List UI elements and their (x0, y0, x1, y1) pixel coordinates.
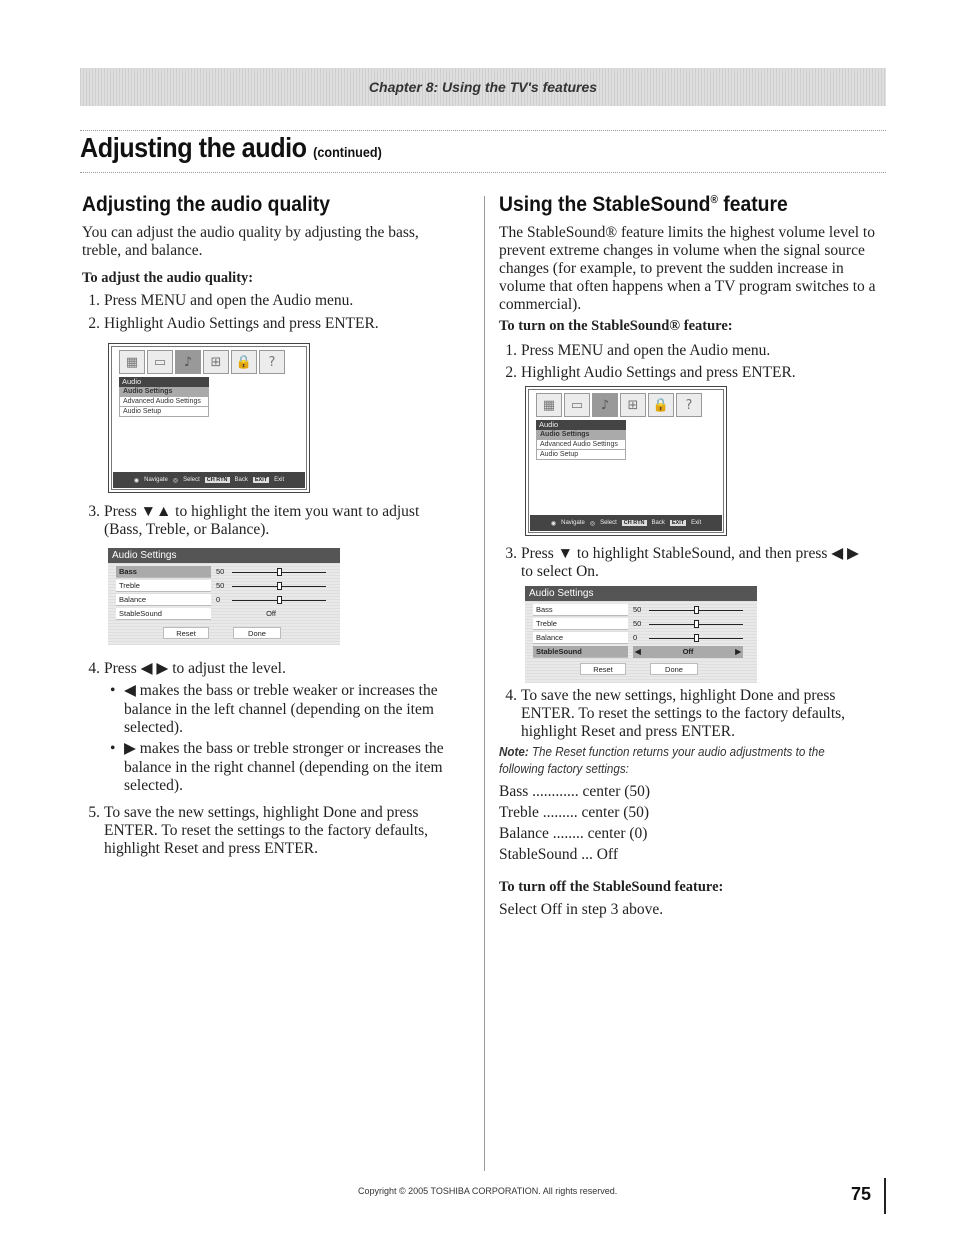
step-text: Press ▼ to highlight StableSound, and then press ◀ ▶ to select On. (521, 545, 859, 580)
audio-settings-panel-right (525, 586, 757, 683)
audio-settings-panel-left (108, 548, 340, 645)
page-number: 75 (851, 1184, 872, 1204)
setting-row-bass (116, 566, 331, 578)
bass-slider (232, 572, 326, 573)
navigate-icon: ◉ (133, 477, 140, 484)
reset-button: Reset (580, 663, 626, 675)
nav-back-key: CH RTN (206, 477, 228, 483)
page-number-rule (884, 1178, 886, 1214)
bass-slider (649, 610, 743, 611)
setting-row-treble (116, 580, 331, 592)
setting-label: Bass (533, 604, 628, 616)
menu-item-audio-setup: Audio Setup (536, 450, 626, 460)
setting-label: Treble (116, 580, 211, 592)
slider-thumb (277, 568, 282, 576)
step-text: To save the new settings, highlight Done and press ENTER. To reset the settings to the factory defaults, highlight Reset and press ENTER. (521, 687, 846, 740)
column-divider (484, 196, 485, 1171)
right-heading (499, 193, 788, 217)
setting-value: 50 (216, 567, 225, 576)
setting-row-balance (116, 594, 331, 606)
page-title-continued: (continued) (313, 144, 382, 160)
setting-label: Treble (533, 618, 628, 630)
right-arrow-icon: ▶ (735, 647, 741, 656)
right-off-text: Select Off in step 3 above. (499, 901, 664, 918)
picture-icon: ▦ (119, 350, 145, 374)
treble-slider (232, 586, 326, 587)
factory-stablesound: StableSound ... Off (499, 846, 618, 863)
nav-back-key: CH RTN (623, 520, 645, 526)
right-intro: The StableSound® feature limits the highest volume level to prevent extreme changes in volume when the signal source changes (for example, to prevent the sudden increase in volume that often happens when a TV program switches to a commercial). (499, 224, 876, 313)
step-number: 2. (88, 315, 100, 332)
setting-row-balance (533, 632, 748, 644)
balance-slider (649, 638, 743, 639)
factory-bass: Bass ............ center (50) (499, 783, 651, 800)
step-number: 4. (505, 687, 517, 704)
step-number: 3. (505, 545, 517, 562)
step-text: Highlight Audio Settings and press ENTER. (521, 364, 796, 381)
audio-icon: ♪ (175, 350, 201, 374)
step-number: 3. (88, 503, 100, 520)
step-number: 2. (505, 364, 517, 381)
panel-title: Audio Settings (525, 586, 757, 601)
balance-slider (232, 600, 326, 601)
left-step-2 (82, 315, 452, 335)
menu-nav-bar (113, 472, 305, 488)
setting-label: Bass (116, 566, 211, 578)
setting-value: Off (682, 647, 694, 656)
bullet-mark: • (110, 740, 116, 757)
menu-icon-bar (119, 350, 285, 374)
left-step-3 (82, 503, 452, 543)
left-step-1 (82, 292, 452, 312)
note-label: Note: (499, 745, 529, 759)
nav-navigate: Navigate (144, 477, 168, 483)
help-icon: ? (676, 393, 702, 417)
reset-note (499, 744, 843, 778)
step-text: Press ▼▲ to highlight the item you want to adjust (Bass, Treble, or Balance). (104, 503, 420, 538)
panel-title: Audio Settings (108, 548, 340, 563)
setting-value: 50 (216, 581, 225, 590)
chapter-banner (80, 68, 886, 106)
slider-thumb (694, 634, 699, 642)
nav-back: Back (234, 477, 248, 483)
step-text: Press ◀ ▶ to adjust the level. (104, 660, 286, 677)
menu-nav-bar (530, 515, 722, 531)
bullet-left (110, 682, 455, 738)
picture-icon: ▦ (536, 393, 562, 417)
done-button: Done (650, 663, 698, 675)
right-subhead-on: To turn on the StableSound® feature: (499, 318, 733, 334)
setting-label: Balance (533, 632, 628, 644)
step-number: 4. (88, 660, 100, 677)
setting-row-bass (533, 604, 748, 616)
right-step-1 (499, 342, 879, 362)
screen-icon: ▭ (147, 350, 173, 374)
rule-top (80, 130, 886, 131)
step-number: 1. (88, 292, 100, 309)
registered-mark: ® (710, 194, 718, 206)
page-title (80, 132, 382, 164)
help-icon: ? (259, 350, 285, 374)
page-title-text: Adjusting the audio (80, 132, 307, 163)
slider-thumb (694, 620, 699, 628)
menu-item-audio-setup: Audio Setup (119, 407, 209, 417)
bullet-right (110, 740, 455, 796)
menu-icon-bar (536, 393, 702, 417)
right-subhead-off: To turn off the StableSound feature: (499, 879, 724, 895)
menu-item-audio-settings: Audio Settings (119, 387, 209, 397)
rule-bottom (80, 172, 886, 173)
slider-thumb (277, 596, 282, 604)
setting-row-stablesound (533, 646, 748, 658)
left-subhead: To adjust the audio quality: (82, 270, 254, 286)
step-text: Highlight Audio Settings and press ENTER. (104, 315, 379, 332)
setting-label: Balance (116, 594, 211, 606)
tv-menu-screenshot-right (525, 386, 727, 536)
factory-balance: Balance ........ center (0) (499, 825, 648, 842)
bullet-text: ▶ makes the bass or treble stronger or increases the balance in the right channel (depending on the item selected). (124, 740, 444, 794)
copyright: Copyright © 2005 TOSHIBA CORPORATION. All rights reserved. (358, 1186, 618, 1196)
right-heading-tail: feature (717, 193, 788, 216)
right-step-3 (499, 545, 879, 585)
setting-label: StableSound (533, 646, 628, 658)
setting-row-stablesound (116, 608, 331, 620)
step-number: 5. (88, 804, 100, 821)
setting-value: 50 (633, 605, 642, 614)
slider-thumb (277, 582, 282, 590)
nav-select: Select (183, 477, 200, 483)
right-step-2 (499, 364, 879, 384)
left-arrow-icon: ◀ (635, 647, 641, 656)
setup-icon: ⊞ (620, 393, 646, 417)
left-intro: You can adjust the audio quality by adjusting the bass, treble, and balance. (82, 224, 419, 259)
select-icon: ◎ (172, 477, 179, 484)
nav-exit: Exit (691, 520, 702, 526)
step-text: Press MENU and open the Audio menu. (521, 342, 771, 359)
menu-item-advanced-audio: Advanced Audio Settings (536, 440, 626, 450)
reset-button: Reset (163, 627, 209, 639)
slider-thumb (694, 606, 699, 614)
left-step-4 (82, 660, 452, 680)
factory-treble: Treble ......... center (50) (499, 804, 650, 821)
treble-slider (649, 624, 743, 625)
note-text: The Reset function returns your audio adjustments to the following factory settings: (499, 745, 825, 776)
bullet-text: ◀ makes the bass or treble weaker or increases the balance in the left channel (depending on the item selected). (124, 682, 438, 736)
left-step-5 (82, 804, 452, 860)
screen-icon: ▭ (564, 393, 590, 417)
setting-value: 50 (633, 619, 642, 628)
nav-navigate: Navigate (561, 520, 585, 526)
setting-value: 0 (633, 633, 638, 642)
nav-exit-key: EXIT (671, 520, 685, 526)
left-heading: Adjusting the audio quality (82, 193, 330, 216)
menu-item-audio-settings: Audio Settings (536, 430, 626, 440)
nav-back: Back (651, 520, 665, 526)
setting-label: StableSound (116, 608, 211, 620)
menu-header: Audio (536, 420, 626, 430)
menu-header: Audio (119, 377, 209, 387)
navigate-icon: ◉ (550, 520, 557, 527)
right-heading-text: Using the StableSound (499, 193, 711, 216)
setting-value: 0 (216, 595, 221, 604)
done-button: Done (233, 627, 281, 639)
bullet-mark: • (110, 682, 116, 699)
stablesound-selector (633, 646, 743, 658)
right-step-4 (499, 687, 879, 743)
select-icon: ◎ (589, 520, 596, 527)
chapter-title: Chapter 8: Using the TV's features (368, 79, 598, 95)
step-text: To save the new settings, highlight Done and press ENTER. To reset the settings to the factory defaults, highlight Reset and press ENTER. (104, 804, 429, 857)
menu-item-advanced-audio: Advanced Audio Settings (119, 397, 209, 407)
tv-menu-screenshot-left (108, 343, 310, 493)
nav-exit: Exit (274, 477, 285, 483)
audio-icon: ♪ (592, 393, 618, 417)
step-number: 1. (505, 342, 517, 359)
lock-icon: 🔒 (648, 393, 674, 417)
setting-row-treble (533, 618, 748, 630)
setup-icon: ⊞ (203, 350, 229, 374)
nav-select: Select (600, 520, 617, 526)
nav-exit-key: EXIT (254, 477, 268, 483)
step-text: Press MENU and open the Audio menu. (104, 292, 354, 309)
lock-icon: 🔒 (231, 350, 257, 374)
setting-value: Off (266, 609, 276, 618)
